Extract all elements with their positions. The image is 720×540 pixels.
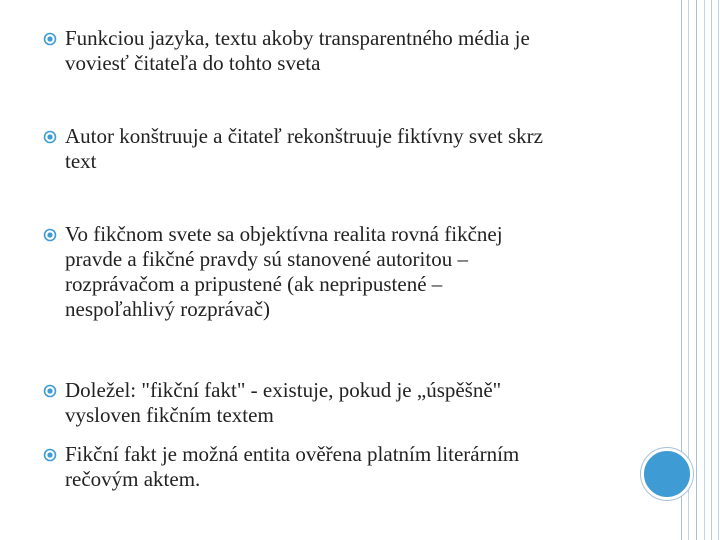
bullet-icon <box>43 130 57 144</box>
bullet-text: Doležel: "fikční fakt" - existuje, pokud je „úspěšně" vysloven fikčním textem <box>65 378 502 427</box>
bullet-text: Fikční fakt je možná entita ověřena platním literárním rečovým aktem. <box>65 442 520 491</box>
bullet-icon <box>43 448 57 462</box>
bullet-text: Vo fikčnom svete sa objektívna realita rovná fikčnej pravde a fikčné pravdy sú stanovené autoritou – rozprávačom a pripustené (ak nepripustené – nespoľahlivý rozprávač) <box>65 222 503 321</box>
bullet-icon <box>43 32 57 46</box>
bullet-text: Autor konštruuje a čitateľ rekonštruuje fiktívny svet skrz text <box>65 124 543 173</box>
bullet-text: Funkciou jazyka, textu akoby transparentného média je voviesť čitateľa do tohto sveta <box>65 26 530 75</box>
frame-line <box>718 0 719 540</box>
bullet-icon <box>43 228 57 242</box>
frame-line <box>711 0 712 540</box>
frame-line <box>696 0 697 540</box>
bullet-icon <box>43 384 57 398</box>
frame-line <box>704 0 705 540</box>
